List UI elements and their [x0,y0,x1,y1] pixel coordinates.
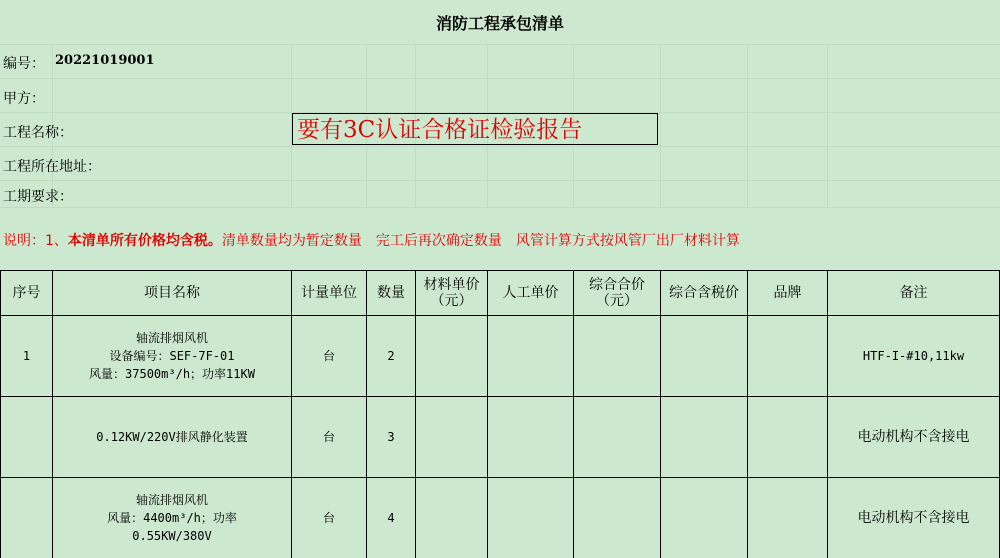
cell-remark[interactable]: 电动机构不含接电 [828,397,1000,478]
cell-name[interactable] [53,316,292,397]
cell-material-price[interactable] [416,478,488,558]
col-material-price-line2: （元） [430,293,473,309]
cell-remark[interactable]: 电动机构不含接电 [828,478,1000,558]
cell-qty[interactable]: 3 [367,397,416,478]
col-unit[interactable]: 计量单位 [292,271,367,316]
document-title: 消防工程承包清单 [435,14,564,33]
gridline [827,44,828,207]
cell-unit[interactable]: 台 [292,478,367,558]
cell-unit[interactable]: 台 [292,397,367,478]
note-prefix: 说明：1、 [3,233,68,249]
table-row [1,478,1000,558]
gridline [0,180,1000,181]
cell-material-price[interactable] [416,316,488,397]
cell-total-price[interactable] [574,316,661,397]
cell-name-line: 风量：37500m³/h；功率11KW [89,367,255,381]
table-row [1,397,1000,478]
cell-qty[interactable]: 4 [367,478,416,558]
cell-name-line: 风量：4400m³/h；功率 [107,511,237,525]
cell-total-price[interactable] [574,397,661,478]
cell-unit[interactable]: 台 [292,316,367,397]
col-total-tax-price[interactable]: 综合含税价 [661,271,748,316]
cell-labor-price[interactable] [488,316,574,397]
gridline [0,44,1000,45]
project-name-label: 工程名称： [3,125,73,141]
number-label: 编号： [3,56,45,72]
cell-total-tax-price[interactable] [661,397,748,478]
party-a-label: 甲方： [3,91,45,107]
cell-material-price[interactable] [416,397,488,478]
col-total-price-line2: （元） [596,293,638,309]
cell-name-line: 轴流排烟风机 [135,331,208,345]
gridline [660,44,661,207]
cell-total-tax-price[interactable] [661,316,748,397]
cell-name-line: 轴流排烟风机 [135,493,208,507]
cell-name[interactable] [53,478,292,558]
col-total-price[interactable] [574,271,661,316]
cell-name-line: 0.55KW/380V [132,529,212,543]
number-value[interactable]: 20221019001 [55,53,155,68]
cell-name[interactable] [53,397,292,478]
duration-label: 工期要求： [3,189,73,205]
col-qty[interactable]: 数量 [367,271,416,316]
cell-name-line: 设备编号：SEF-7F-01 [109,349,235,363]
cell-qty[interactable]: 2 [367,316,416,397]
cell-brand[interactable] [748,316,828,397]
col-brand[interactable]: 品牌 [748,271,828,316]
col-name[interactable]: 项目名称 [53,271,292,316]
col-seq[interactable]: 序号 [1,271,53,316]
cell-brand[interactable] [748,478,828,558]
col-total-price-line1: 综合合价 [589,277,645,293]
cell-remark[interactable]: HTF-I-#10,11kw [828,316,1000,397]
cell-labor-price[interactable] [488,397,574,478]
cell-total-tax-price[interactable] [661,478,748,558]
table-row [1,316,1000,397]
col-material-price[interactable] [416,271,488,316]
gridline [0,78,1000,79]
gridline [0,207,1000,208]
cell-seq[interactable] [1,397,53,478]
note-rest: 清单数量均为暂定数量 完工后再次确定数量 风管计算方式按风管厂出厂材料计算 [221,233,740,249]
gridline [0,146,1000,147]
col-material-price-line1: 材料单价 [423,277,480,293]
cell-labor-price[interactable] [488,478,574,558]
cell-brand[interactable] [748,397,828,478]
cell-seq[interactable] [1,478,53,558]
instructions-note [3,230,740,250]
quote-table [0,270,1000,558]
project-address-label: 工程所在地址： [3,159,101,175]
col-labor-price[interactable]: 人工单价 [488,271,574,316]
gridline [747,44,748,207]
cell-name-line: 0.12KW/220V排风静化装置 [96,430,248,444]
certification-note-box[interactable]: 要有3C认证合格证检验报告 [292,113,658,145]
note-bold: 本清单所有价格均含税。 [67,233,222,249]
cell-seq[interactable]: 1 [1,316,53,397]
col-remark[interactable]: 备注 [828,271,1000,316]
cell-total-price[interactable] [574,478,661,558]
table-header-row [1,271,1000,316]
